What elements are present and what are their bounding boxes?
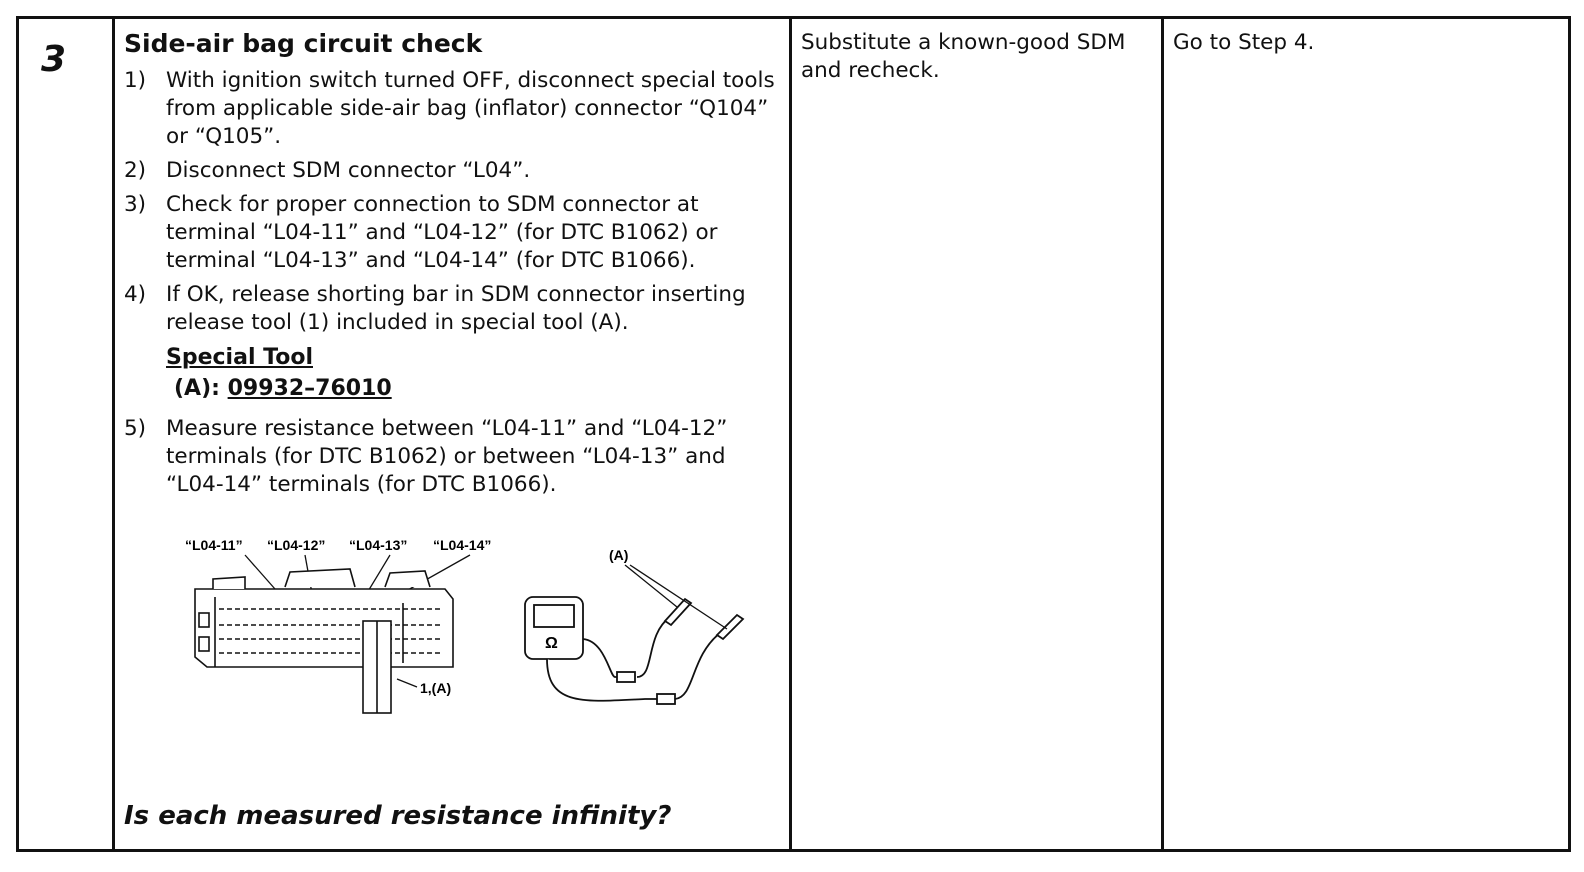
action-cell: [115, 19, 792, 849]
step-list: [124, 67, 784, 505]
terminal-label: “L04-13”: [349, 537, 408, 553]
yes-text: Substitute a known-good SDM and recheck.: [801, 30, 1126, 83]
list-item: 5) Measure resistance between “L04-11” and “L04-12” terminals (for DTC B1062) or between “L04-13” and “L04-14” terminals (for DTC B1066).: [124, 416, 728, 497]
meter-label: (A): [609, 547, 629, 563]
list-item: 4) If OK, release shorting bar in SDM connector inserting release tool (1) included in special tool (A).: [124, 282, 746, 335]
question-text: Is each measured resistance infinity?: [124, 801, 672, 831]
sdm-connector-drawing: [195, 569, 453, 667]
no-text: Go to Step 4.: [1173, 30, 1315, 55]
ohm-symbol: Ω: [545, 635, 558, 652]
tool-label: 1,(A): [420, 680, 452, 696]
terminal-label: “L04-14”: [433, 537, 492, 553]
step-number: 3: [41, 39, 67, 80]
special-tool-row: (A): 09932–76010: [174, 376, 392, 401]
terminal-label: “L04-12”: [267, 537, 326, 553]
list-item: 3) Check for proper connection to SDM connector at terminal “L04-11” and “L04-12” (for DTC B1062) or terminal “L04-13” and “L04-14” (for DTC B1066).: [124, 192, 718, 273]
release-tool-drawing: [363, 621, 391, 713]
step-title: Side-air bag circuit check: [124, 29, 483, 58]
terminal-label: “L04-11”: [185, 537, 243, 553]
diagnostic-table: [16, 16, 1571, 852]
list-item: 1) With ignition switch turned OFF, disconnect special tools from applicable side-air bag (inflator) connector “Q104” or “Q105”.: [124, 68, 775, 149]
special-tool-number: 09932–76010: [227, 376, 392, 401]
yes-cell: [792, 19, 1164, 849]
special-tool-heading: Special Tool: [166, 345, 313, 370]
connector-measurement-figure: [185, 517, 785, 717]
step-number-cell: [19, 19, 115, 849]
no-cell: [1164, 19, 1568, 849]
list-item: 2) Disconnect SDM connector “L04”.: [124, 158, 531, 183]
special-tool-block: [124, 343, 784, 405]
